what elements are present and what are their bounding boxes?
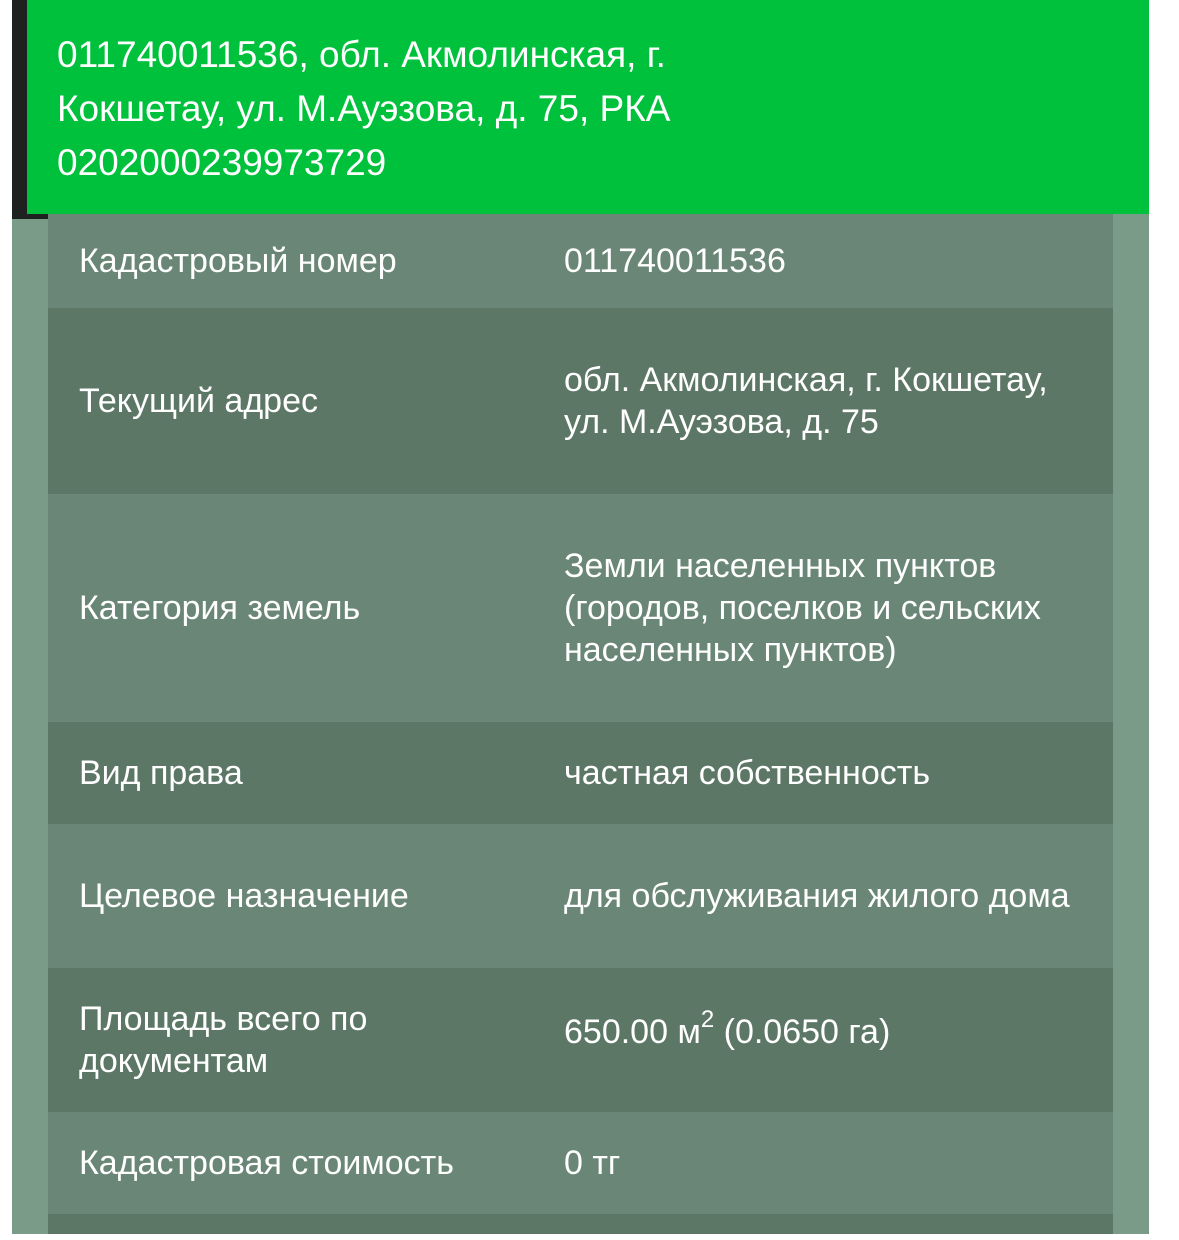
row-value: 011740011536 [564,242,786,280]
table-row-purpose [48,824,1113,968]
row-label: Кадастровый номер [79,242,397,280]
row-value: Земли населенных пунктов (городов, поселков и сельских населенных пунктов) [564,547,1041,669]
area-value: 650.00 м [564,1013,701,1051]
parcel-info-table [48,214,1113,1234]
popup-header [27,0,1149,214]
table-row-land-category [48,494,1113,722]
area-unit-superscript: 2 [700,1005,715,1033]
row-label: Кадастровая стоимость [79,1144,454,1182]
row-value [564,1005,1113,1053]
popup-title: 011740011536, обл. Акмолинская, г. Кокшетау, ул. М.Ауэзова, д. 75, РКА 0202000239973729 [57,34,671,183]
table-row-right-type [48,722,1113,824]
row-value: частная собственность [564,754,931,792]
row-label: Целевое назначение [79,877,409,915]
info-popup [12,0,1149,1234]
row-label: Текущий адрес [79,382,318,420]
row-label: Вид права [79,754,243,792]
area-hectares: (0.0650 га) [714,1013,891,1051]
table-row-area [48,968,1113,1112]
table-row-cadastral-number [48,214,1113,308]
table-row-current-address [48,308,1113,494]
row-value: 0 тг [564,1144,621,1182]
table-row-cadastral-value [48,1112,1113,1214]
row-value: для обслуживания жилого дома [564,877,1070,915]
table-row-next [48,1214,1113,1234]
row-value: обл. Акмолинская, г. Кокшетау, ул. М.Ауэзова, д. 75 [564,361,1048,441]
row-label: Категория земель [79,589,361,627]
row-label: Площадь всего по документам [79,1000,368,1080]
